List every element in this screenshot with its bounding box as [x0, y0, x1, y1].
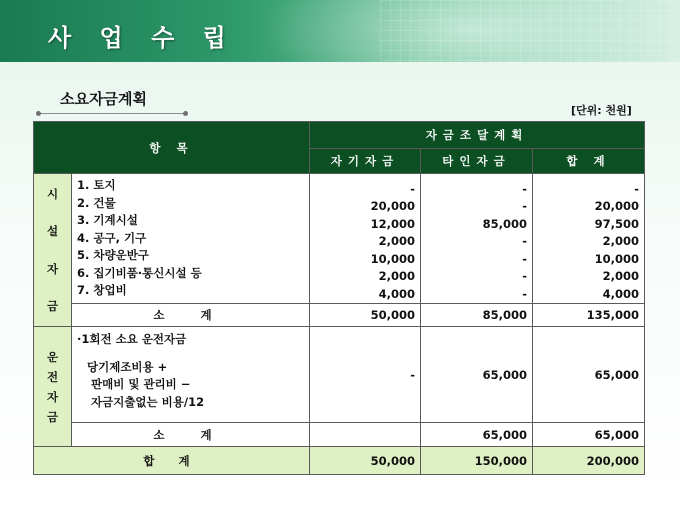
- description-line: 자금지출없는 비용/12: [91, 394, 205, 409]
- cell-value: -: [522, 181, 528, 196]
- page-title: 사 업 수 립: [48, 24, 236, 52]
- external-funds-header: 타인자금: [421, 149, 533, 174]
- working-subtotal-label: 소 계: [72, 423, 310, 447]
- list-item: 1. 토지: [77, 178, 116, 193]
- banner-grid-pattern: [380, 0, 680, 62]
- own-funds-header: 자기자금: [310, 149, 421, 174]
- cell-value: -: [522, 251, 528, 266]
- facility-other-values: [421, 174, 533, 304]
- facility-own-values: [310, 174, 421, 304]
- title-banner: [0, 0, 680, 62]
- working-total: 65,000: [533, 327, 645, 423]
- cell-value: 12,000: [370, 216, 416, 231]
- underline-dot-left: [36, 111, 41, 116]
- list-item: 2. 건물: [77, 195, 116, 210]
- cell-value: 10,000: [594, 251, 640, 266]
- facility-subtotal-label: 소 계: [72, 304, 310, 327]
- cell-value: -: [410, 181, 416, 196]
- working-other: 65,000: [421, 327, 533, 423]
- label-char: 전: [46, 369, 59, 384]
- description-line: 당기제조비용 +: [87, 359, 168, 374]
- label-char: 설: [46, 224, 59, 239]
- total-header: 합 계: [533, 149, 645, 174]
- cell-value: 2,000: [602, 269, 640, 283]
- unit-label: [단위: 천원]: [571, 104, 632, 117]
- funding-plan-table: [33, 121, 645, 475]
- working-subtotal-other: 65,000: [421, 423, 533, 447]
- facility-total-values: [533, 174, 645, 304]
- description-line: 판매비 및 관리비 −: [91, 377, 191, 391]
- title-underline: [38, 113, 186, 114]
- label-char: 운: [46, 349, 59, 364]
- cell-value: 97,500: [594, 216, 640, 231]
- cell-value: -: [522, 269, 528, 283]
- section-title: 소요자금계획: [60, 90, 147, 108]
- funding-plan-header: 자금조달계획: [310, 122, 645, 149]
- working-capital-label: [34, 327, 72, 447]
- cell-value: 20,000: [370, 199, 416, 213]
- facility-items: [72, 174, 310, 304]
- cell-value: 2,000: [378, 234, 416, 248]
- label-char: 자: [46, 261, 59, 276]
- facility-subtotal-total: 135,000: [533, 304, 645, 327]
- list-item: 7. 창업비: [77, 283, 127, 298]
- grand-total-total: 200,000: [533, 447, 645, 475]
- grand-total-other: 150,000: [421, 447, 533, 475]
- cell-value: 4,000: [602, 286, 640, 301]
- description-line: ·1회전 소요 운전자금: [77, 332, 187, 346]
- list-item: 4. 공구, 기구: [77, 230, 147, 245]
- list-item: 3. 기계시설: [77, 213, 138, 228]
- cell-value: -: [522, 286, 528, 301]
- cell-value: 10,000: [370, 251, 416, 266]
- label-char: 자: [46, 389, 59, 404]
- facility-funds-label: [34, 174, 72, 327]
- label-char: 금: [46, 409, 59, 424]
- list-item: 5. 차량운반구: [77, 248, 149, 263]
- cell-value: -: [634, 181, 640, 196]
- cell-value: 4,000: [378, 286, 416, 301]
- facility-subtotal-other: 85,000: [421, 304, 533, 327]
- label-char: 금: [46, 299, 59, 314]
- label-char: 시: [46, 186, 59, 201]
- cell-value: 20,000: [594, 199, 640, 213]
- description-line: [77, 349, 309, 359]
- underline-dot-right: [183, 111, 188, 116]
- list-item: 6. 집기비품·통신시설 등: [77, 265, 202, 280]
- cell-value: 85,000: [482, 216, 528, 231]
- working-capital-description: [72, 327, 310, 423]
- cell-value: 2,000: [378, 269, 416, 283]
- item-header: 항 목: [34, 122, 310, 174]
- working-own: -: [310, 327, 421, 423]
- cell-value: -: [522, 199, 528, 213]
- facility-subtotal-own: 50,000: [310, 304, 421, 327]
- grand-total-own: 50,000: [310, 447, 421, 475]
- working-subtotal-own: [310, 423, 421, 447]
- cell-value: -: [522, 234, 528, 248]
- working-subtotal-total: 65,000: [533, 423, 645, 447]
- grand-total-label: 합 계: [34, 447, 310, 475]
- cell-value: 2,000: [602, 234, 640, 248]
